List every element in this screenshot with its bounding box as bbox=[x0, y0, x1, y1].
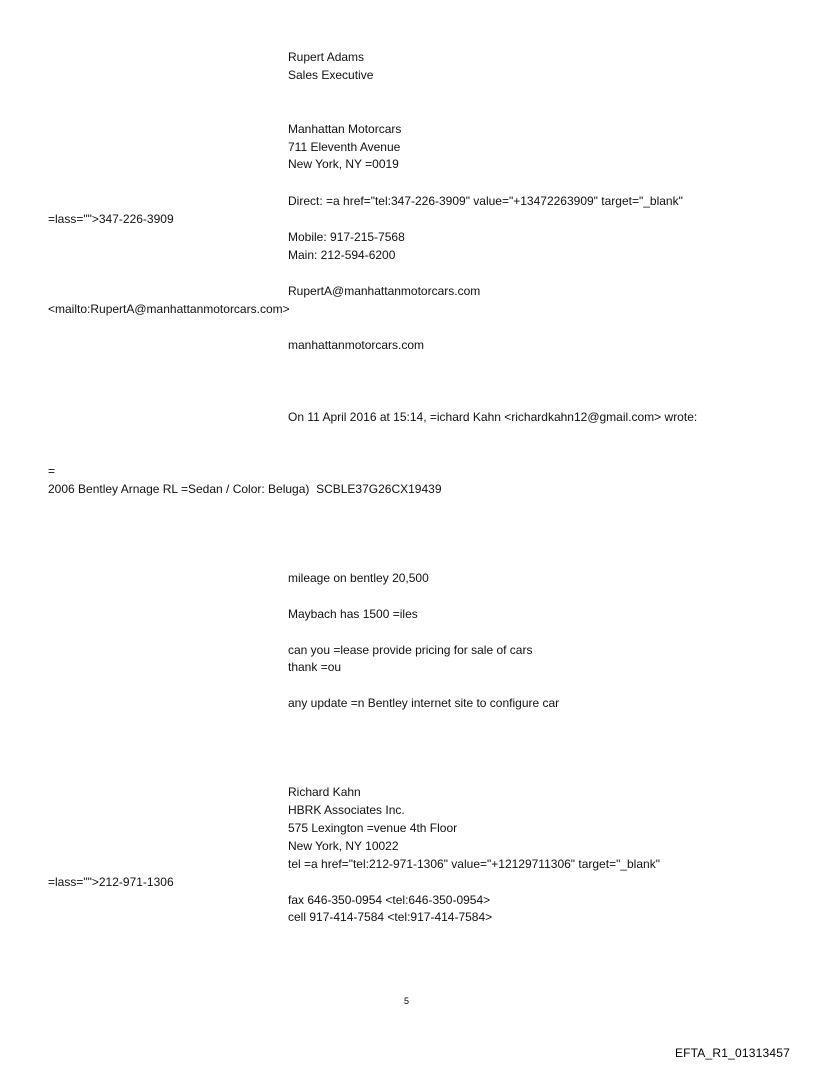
company-city: New York, NY =0019 bbox=[288, 157, 399, 171]
sender-name: Rupert Adams bbox=[288, 50, 365, 64]
page-number: 5 bbox=[404, 996, 410, 1006]
mobile-phone: Mobile: 917-215-7568 bbox=[288, 230, 405, 244]
richard-street: 575 Lexington =venue 4th Floor bbox=[288, 821, 458, 835]
main-phone: Main: 212-594-6200 bbox=[288, 248, 396, 262]
update-line: any update =n Bentley internet site to configure car bbox=[288, 696, 560, 710]
company-name: Manhattan Motorcars bbox=[288, 122, 402, 136]
quote-soft-break: = bbox=[48, 464, 56, 478]
vehicle-line: 2006 Bentley Arnage RL =Sedan / Color: Beluga) SCBLE37G26CX19439 bbox=[48, 482, 442, 496]
pricing-request-line: can you =lease provide pricing for sale of cars bbox=[288, 643, 533, 657]
richard-company: HBRK Associates Inc. bbox=[288, 803, 405, 817]
sender-email-mailto: <mailto:RupertA@manhattanmotorcars.com> bbox=[48, 302, 290, 316]
company-street: 711 Eleventh Avenue bbox=[288, 140, 401, 154]
sender-email: RupertA@manhattanmotorcars.com bbox=[288, 284, 481, 298]
quote-header: On 11 April 2016 at 15:14, =ichard Kahn <richardkahn12@gmail.com> wrote: bbox=[288, 410, 698, 424]
thanks-line: thank =ou bbox=[288, 660, 342, 674]
bates-number: EFTA_R1_01313457 bbox=[674, 1046, 790, 1060]
direct-phone-wrap: =lass="">347-226-3909 bbox=[48, 212, 174, 226]
richard-tel-line: tel =a href="tel:212-971-1306" value="+12129711306" target="_blank" bbox=[288, 857, 660, 871]
richard-cell: cell 917-414-7584 <tel:917-414-7584> bbox=[288, 910, 493, 924]
company-website: manhattanmotorcars.com bbox=[288, 338, 425, 352]
maybach-line: Maybach has 1500 =iles bbox=[288, 607, 418, 621]
sender-title: Sales Executive bbox=[288, 68, 374, 82]
richard-fax: fax 646-350-0954 <tel:646-350-0954> bbox=[288, 893, 491, 907]
richard-name: Richard Kahn bbox=[288, 785, 361, 799]
richard-city: New York, NY 10022 bbox=[288, 839, 399, 853]
richard-tel-wrap: =lass="">212-971-1306 bbox=[48, 875, 174, 889]
mileage-line: mileage on bentley 20,500 bbox=[288, 571, 429, 585]
direct-phone-line: Direct: =a href="tel:347-226-3909" value="+13472263909" target="_blank" bbox=[288, 194, 683, 208]
